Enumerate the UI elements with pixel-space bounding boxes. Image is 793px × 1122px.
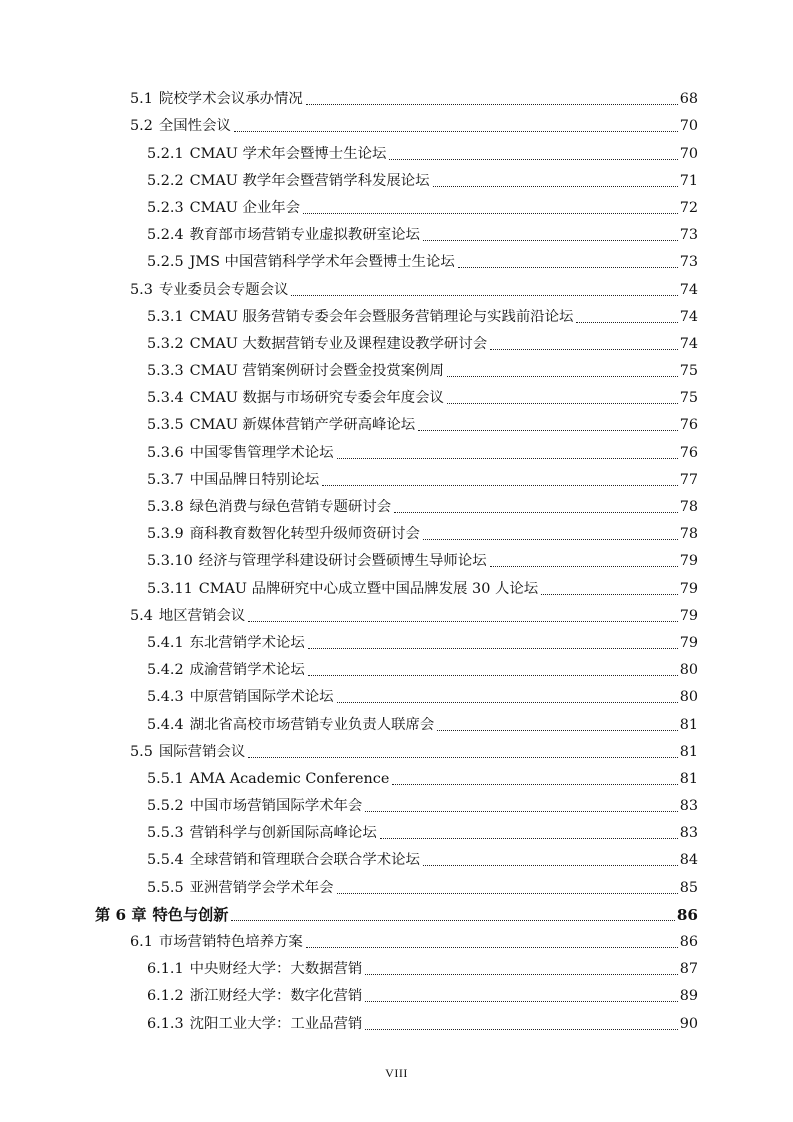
toc-leader-dots bbox=[337, 457, 678, 459]
toc-entry-page: 81 bbox=[679, 716, 698, 733]
toc-leader-dots bbox=[418, 429, 678, 431]
toc-entry[interactable] bbox=[0, 1009, 793, 1036]
toc-leader-dots bbox=[291, 294, 677, 296]
toc-entry[interactable] bbox=[0, 303, 793, 330]
toc-entry-title: 商科教育数智化转型升级师资研讨会 bbox=[189, 526, 420, 543]
toc-entry[interactable] bbox=[0, 384, 793, 411]
toc-entry[interactable] bbox=[0, 167, 793, 194]
toc-entry-number: 6.1.1 bbox=[147, 961, 184, 978]
toc-entry-title: CMAU 企业年会 bbox=[189, 199, 301, 216]
toc-entry-title: CMAU 服务营销专委会年会暨服务营销理论与实践前沿论坛 bbox=[189, 308, 574, 325]
toc-entry-title: CMAU 数据与市场研究专委会年度会议 bbox=[189, 390, 444, 407]
toc-entry[interactable] bbox=[0, 710, 793, 737]
toc-entry-title: 中国品牌日特别论坛 bbox=[189, 471, 320, 488]
toc-entry-number: 5.1 bbox=[130, 91, 153, 108]
toc-entry[interactable] bbox=[0, 411, 793, 438]
toc-entry[interactable] bbox=[0, 656, 793, 683]
toc-leader-dots bbox=[389, 158, 677, 160]
page-number: VIII bbox=[385, 1066, 408, 1080]
toc-entry-title: CMAU 新媒体营销产学研高峰论坛 bbox=[189, 417, 416, 434]
toc-entry-page: 79 bbox=[679, 580, 698, 597]
toc-entry[interactable] bbox=[0, 85, 793, 112]
toc-entry[interactable] bbox=[0, 330, 793, 357]
toc-entry-title: CMAU 品牌研究中心成立暨中国品牌发展 30 人论坛 bbox=[198, 580, 539, 597]
toc-entry-title: 浙江财经大学：数字化营销 bbox=[189, 988, 363, 1005]
toc-entry-title: 特色与创新 bbox=[152, 905, 229, 924]
toc-entry-number: 6.1.3 bbox=[147, 1015, 184, 1032]
toc-entry[interactable] bbox=[0, 602, 793, 629]
toc-entry-number: 6.1 bbox=[130, 934, 153, 950]
toc-entry-page: 73 bbox=[679, 254, 698, 271]
toc-leader-dots bbox=[308, 647, 678, 649]
toc-entry-number: 5.4.1 bbox=[147, 634, 184, 651]
toc-leader-dots bbox=[248, 620, 677, 622]
toc-leader-dots bbox=[394, 511, 678, 513]
toc-entry-page: 81 bbox=[679, 743, 698, 760]
toc-entry-title: 亚洲营销学会学术年会 bbox=[189, 879, 334, 896]
toc-entry-page: 74 bbox=[679, 335, 698, 352]
toc-leader-dots bbox=[322, 484, 678, 486]
toc-entry-title: 中央财经大学：大数据营销 bbox=[189, 961, 363, 978]
toc-leader-dots bbox=[423, 239, 678, 241]
toc-entry-title: 湖北省高校市场营销专业负责人联席会 bbox=[189, 716, 435, 733]
toc-entry-title: 沈阳工业大学：工业品营销 bbox=[189, 1015, 363, 1032]
toc-entry-title: AMA Academic Conference bbox=[189, 770, 390, 787]
toc-entry-page: 68 bbox=[679, 91, 698, 108]
toc-entry-title: CMAU 教学年会暨营销学科发展论坛 bbox=[189, 172, 430, 189]
toc-entry-page: 86 bbox=[676, 905, 698, 924]
toc-entry-page: 79 bbox=[679, 607, 698, 624]
toc-entry-title: 中原营销国际学术论坛 bbox=[189, 689, 334, 706]
toc-leader-dots bbox=[392, 783, 677, 785]
toc-entry-page: 75 bbox=[679, 363, 698, 380]
toc-leader-dots bbox=[380, 837, 678, 839]
toc-entry-number: 5.3.10 bbox=[147, 553, 193, 570]
toc-entry-number: 第 6 章 bbox=[95, 905, 147, 924]
toc-entry[interactable] bbox=[0, 248, 793, 275]
toc-leader-dots bbox=[576, 321, 677, 323]
toc-leader-dots bbox=[365, 973, 677, 975]
toc-entry-page: 83 bbox=[679, 825, 698, 842]
toc-entry[interactable] bbox=[0, 112, 793, 139]
toc-entry[interactable] bbox=[0, 194, 793, 221]
toc-entry-title: 国际营销会议 bbox=[158, 743, 246, 760]
toc-entry-page: 83 bbox=[679, 798, 698, 815]
toc-leader-dots bbox=[541, 593, 678, 595]
toc-leader-dots bbox=[308, 674, 678, 676]
toc-entry[interactable] bbox=[0, 520, 793, 547]
toc-entry-number: 5.5.3 bbox=[147, 825, 184, 842]
toc-entry-title: 地区营销会议 bbox=[158, 607, 246, 624]
toc-entry-title: 经济与管理学科建设研讨会暨硕博生导师论坛 bbox=[198, 553, 487, 570]
toc-leader-dots bbox=[447, 375, 678, 377]
toc-leader-dots bbox=[365, 1000, 677, 1002]
toc-entry-page: 80 bbox=[679, 662, 698, 679]
toc-leader-dots bbox=[306, 103, 678, 105]
toc-entry-number: 5.3.9 bbox=[147, 526, 184, 543]
toc-entry-number: 5.5.4 bbox=[147, 852, 184, 869]
toc-entry-title: CMAU 大数据营销专业及课程建设教学研讨会 bbox=[189, 335, 488, 352]
toc-entry-page: 73 bbox=[679, 227, 698, 244]
toc-leader-dots bbox=[433, 185, 678, 187]
toc-leader-dots bbox=[490, 565, 678, 567]
toc-entry-number: 5.3.3 bbox=[147, 363, 184, 380]
toc-entry[interactable] bbox=[0, 765, 793, 792]
toc-entry-page: 90 bbox=[679, 1015, 698, 1032]
toc-leader-dots bbox=[337, 892, 678, 894]
table-of-contents bbox=[0, 85, 793, 1037]
toc-entry-page: 89 bbox=[679, 988, 698, 1005]
toc-entry-number: 5.2.4 bbox=[147, 227, 184, 244]
toc-leader-dots bbox=[231, 919, 674, 921]
toc-entry[interactable] bbox=[0, 629, 793, 656]
toc-entry-page: 80 bbox=[679, 689, 698, 706]
toc-entry[interactable] bbox=[0, 819, 793, 846]
toc-entry[interactable] bbox=[0, 466, 793, 493]
toc-entry-page: 72 bbox=[679, 199, 698, 216]
toc-leader-dots bbox=[437, 729, 677, 731]
toc-entry-page: 78 bbox=[679, 499, 698, 515]
toc-entry-page: 74 bbox=[679, 281, 698, 298]
toc-entry[interactable] bbox=[0, 955, 793, 982]
toc-leader-dots bbox=[447, 402, 678, 404]
toc-entry-page: 79 bbox=[679, 634, 698, 651]
toc-entry[interactable] bbox=[0, 357, 793, 384]
toc-entry-number: 5.3.4 bbox=[147, 390, 184, 407]
toc-leader-dots bbox=[234, 130, 678, 132]
toc-entry-number: 5.4 bbox=[130, 607, 153, 624]
toc-entry-number: 5.4.3 bbox=[147, 689, 184, 706]
toc-entry-number: 5.5.1 bbox=[147, 770, 184, 787]
toc-entry[interactable] bbox=[0, 275, 793, 302]
toc-entry-number: 5.2.2 bbox=[147, 172, 184, 189]
toc-entry-number: 5.3.5 bbox=[147, 417, 184, 434]
toc-entry-title: 专业委员会专题会议 bbox=[158, 281, 289, 298]
toc-entry-page: 84 bbox=[679, 852, 698, 869]
toc-entry[interactable] bbox=[0, 139, 793, 166]
toc-leader-dots bbox=[337, 701, 678, 703]
toc-entry-number: 5.3.6 bbox=[147, 444, 184, 461]
toc-entry-page: 76 bbox=[679, 417, 698, 434]
toc-entry[interactable] bbox=[0, 221, 793, 248]
toc-leader-dots bbox=[490, 348, 678, 350]
toc-entry-number: 5.3 bbox=[130, 281, 153, 298]
toc-entry-number: 5.3.1 bbox=[147, 308, 184, 325]
toc-leader-dots bbox=[365, 810, 677, 812]
toc-entry-number: 5.5.5 bbox=[147, 879, 184, 896]
toc-entry-number: 5.2 bbox=[130, 118, 153, 135]
toc-entry-title: 中国市场营销国际学术年会 bbox=[189, 798, 363, 815]
toc-entry-page: 71 bbox=[679, 172, 698, 189]
toc-entry[interactable] bbox=[0, 683, 793, 710]
toc-entry[interactable] bbox=[0, 547, 793, 574]
toc-entry-page: 74 bbox=[679, 308, 698, 325]
toc-entry-title: 中国零售管理学术论坛 bbox=[189, 444, 334, 461]
toc-entry-page: 81 bbox=[679, 770, 698, 787]
toc-entry-title: JMS 中国营销科学学术年会暨博士生论坛 bbox=[189, 254, 455, 271]
toc-entry-title: 全球营销和管理联合会联合学术论坛 bbox=[189, 852, 420, 869]
toc-entry-title: 绿色消费与绿色营销专题研讨会 bbox=[189, 499, 392, 515]
toc-entry-number: 5.5.2 bbox=[147, 798, 184, 815]
toc-entry-page: 70 bbox=[679, 118, 698, 135]
toc-entry[interactable] bbox=[0, 846, 793, 873]
toc-entry-number: 5.3.7 bbox=[147, 471, 184, 488]
toc-entry-number: 5.4.2 bbox=[147, 662, 184, 679]
toc-entry-page: 78 bbox=[679, 526, 698, 543]
toc-entry-page: 76 bbox=[679, 444, 698, 461]
toc-entry[interactable] bbox=[0, 982, 793, 1009]
toc-entry-page: 79 bbox=[679, 553, 698, 570]
toc-entry-page: 75 bbox=[679, 390, 698, 407]
toc-leader-dots bbox=[458, 266, 678, 268]
toc-entry[interactable] bbox=[0, 928, 793, 955]
toc-entry-number: 5.4.4 bbox=[147, 716, 184, 733]
toc-entry-title: CMAU 学术年会暨博士生论坛 bbox=[189, 145, 387, 162]
toc-entry[interactable] bbox=[0, 574, 793, 601]
toc-entry-title: 东北营销学术论坛 bbox=[189, 634, 305, 651]
toc-entry-title: 成渝营销学术论坛 bbox=[189, 662, 305, 679]
toc-entry-title: 市场营销特色培养方案 bbox=[158, 934, 303, 950]
toc-entry-page: 70 bbox=[679, 145, 698, 162]
toc-entry[interactable] bbox=[0, 738, 793, 765]
toc-entry[interactable] bbox=[0, 873, 793, 900]
toc-leader-dots bbox=[365, 1028, 677, 1030]
toc-entry[interactable] bbox=[0, 792, 793, 819]
toc-entry-title: 全国性会议 bbox=[158, 118, 231, 135]
toc-entry-number: 5.2.5 bbox=[147, 254, 184, 271]
toc-entry-page: 77 bbox=[679, 471, 698, 488]
toc-entry-number: 5.3.11 bbox=[147, 580, 193, 597]
toc-entry-number: 5.5 bbox=[130, 743, 153, 760]
toc-leader-dots bbox=[306, 946, 678, 948]
toc-entry-title: 院校学术会议承办情况 bbox=[158, 91, 303, 108]
toc-entry[interactable] bbox=[0, 901, 793, 928]
toc-entry-number: 5.2.1 bbox=[147, 145, 184, 162]
toc-entry-title: 营销科学与创新国际高峰论坛 bbox=[189, 825, 377, 842]
toc-leader-dots bbox=[423, 864, 678, 866]
toc-entry[interactable] bbox=[0, 438, 793, 465]
toc-entry[interactable] bbox=[0, 493, 793, 520]
toc-entry-number: 6.1.2 bbox=[147, 988, 184, 1005]
toc-entry-number: 5.3.8 bbox=[147, 499, 184, 515]
toc-leader-dots bbox=[303, 212, 678, 214]
toc-entry-page: 87 bbox=[679, 961, 698, 978]
toc-entry-title: 教育部市场营销专业虚拟教研室论坛 bbox=[189, 227, 420, 244]
toc-entry-page: 86 bbox=[679, 934, 698, 950]
toc-leader-dots bbox=[423, 538, 678, 540]
toc-entry-title: CMAU 营销案例研讨会暨金投赏案例周 bbox=[189, 363, 444, 380]
toc-entry-number: 5.2.3 bbox=[147, 199, 184, 216]
toc-entry-number: 5.3.2 bbox=[147, 335, 184, 352]
toc-entry-page: 85 bbox=[679, 879, 698, 896]
toc-leader-dots bbox=[248, 756, 677, 758]
